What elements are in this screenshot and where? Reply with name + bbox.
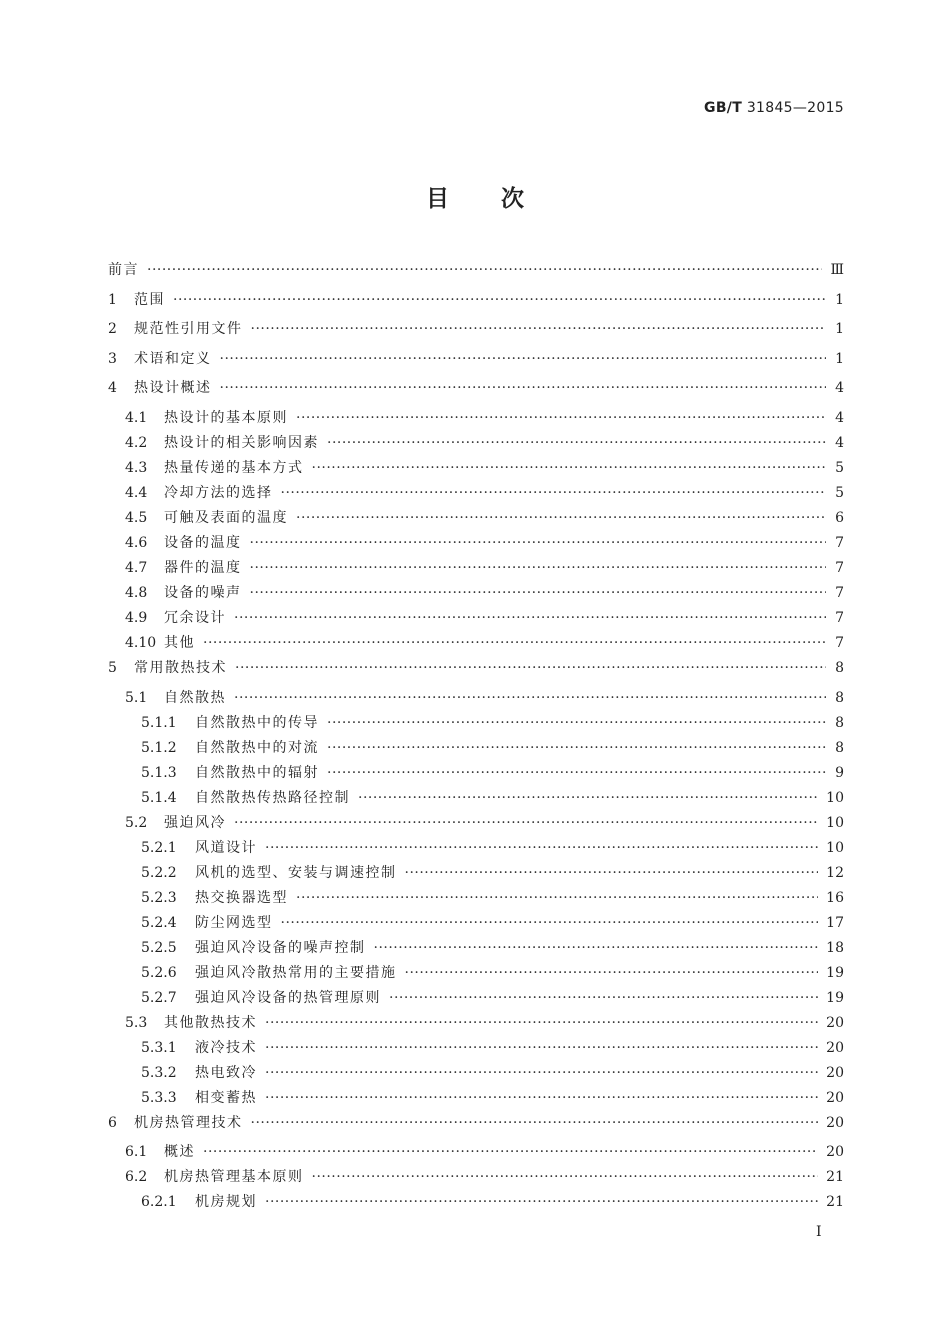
toc-entry-page: 1 <box>835 350 844 367</box>
toc-entry-page: 21 <box>826 1194 844 1211</box>
toc-leader-dots <box>358 786 818 811</box>
toc-entry-number: 6.2.1 <box>141 1194 177 1211</box>
toc-entry-number: 4.8 <box>125 584 148 601</box>
toc-entry-number: 4.1 <box>125 409 148 426</box>
toc-entry-title: 机房规划 <box>195 1194 257 1211</box>
toc-leader-dots <box>220 347 827 372</box>
toc-entry-title: 风道设计 <box>195 839 257 856</box>
toc-entry-page: 17 <box>826 914 844 931</box>
toc-entry-number: 2 <box>108 321 117 338</box>
toc-leader-dots <box>296 886 818 911</box>
toc-leader-dots <box>251 317 827 342</box>
toc-entry-title: 热电致冷 <box>195 1064 257 1081</box>
toc-entry-number: 5 <box>108 659 117 676</box>
toc-leader-dots <box>250 556 827 581</box>
toc-entry-page: 20 <box>826 1039 844 1056</box>
toc-entry[interactable] <box>108 886 844 911</box>
toc-leader-dots <box>312 456 827 481</box>
toc-entry-number: 5.2.7 <box>141 989 177 1006</box>
toc-entry[interactable] <box>108 656 844 686</box>
toc-entry-title: 自然散热传热路径控制 <box>195 789 350 806</box>
toc-leader-dots <box>327 431 826 456</box>
toc-entry-page: 1 <box>835 291 844 308</box>
toc-entry[interactable] <box>108 1140 844 1165</box>
toc-entry[interactable] <box>108 1111 844 1141</box>
toc-entry-title: 液冷技术 <box>195 1039 257 1056</box>
toc-entry-page: 1 <box>835 321 844 338</box>
page-number: I <box>816 1224 822 1240</box>
toc-entry[interactable] <box>108 936 844 961</box>
toc-entry-number: 4 <box>108 380 117 397</box>
toc-entry[interactable] <box>108 531 844 556</box>
page-title-char-1: 目 <box>426 186 449 212</box>
toc-entry-title: 热量传递的基本方式 <box>164 459 304 476</box>
toc-entry-title: 自然散热中的对流 <box>195 739 319 756</box>
toc-entry-page: 5 <box>835 484 844 501</box>
toc-entry[interactable] <box>108 406 844 431</box>
toc-leader-dots <box>235 656 826 681</box>
toc-entry-number: 5.3 <box>125 1014 148 1031</box>
toc-leader-dots <box>234 686 826 711</box>
toc-entry-title: 概述 <box>164 1144 195 1161</box>
toc-entry[interactable] <box>108 961 844 986</box>
toc-entry-title: 自然散热中的辐射 <box>195 764 319 781</box>
toc-entry-title: 其他散热技术 <box>164 1014 257 1031</box>
toc-entry-number: 4.4 <box>125 484 148 501</box>
toc-entry-title: 防尘网选型 <box>195 914 273 931</box>
toc-entry[interactable] <box>108 258 844 288</box>
toc-leader-dots <box>281 481 827 506</box>
toc-entry[interactable] <box>108 631 844 656</box>
toc-entry-title: 强迫风冷设备的噪声控制 <box>195 939 366 956</box>
toc-entry-title: 机房热管理基本原则 <box>164 1169 304 1186</box>
toc-entry-title: 前言 <box>108 262 139 278</box>
standard-number: 31845—2015 <box>746 100 844 116</box>
toc-entry-number: 5.2.3 <box>141 889 177 906</box>
toc-entry-page: 5 <box>835 459 844 476</box>
toc-entry-title: 冗余设计 <box>164 609 226 626</box>
toc-entry-number: 4.5 <box>125 509 148 526</box>
toc-entry[interactable] <box>108 1036 844 1061</box>
toc-entry[interactable] <box>108 376 844 406</box>
toc-entry[interactable] <box>108 456 844 481</box>
toc-entry-number: 5.1.3 <box>141 764 177 781</box>
toc-entry[interactable] <box>108 911 844 936</box>
toc-entry-page: 6 <box>835 509 844 526</box>
toc-entry-page: 20 <box>826 1064 844 1081</box>
toc-entry[interactable] <box>108 1061 844 1086</box>
toc-entry-page: 7 <box>835 634 844 651</box>
toc-entry[interactable] <box>108 481 844 506</box>
toc-entry-number: 5.3.2 <box>141 1064 177 1081</box>
standard-code <box>704 100 844 116</box>
toc-entry[interactable] <box>108 288 844 318</box>
toc-entry-page: 20 <box>826 1089 844 1106</box>
page-title <box>0 180 950 213</box>
toc-entry[interactable] <box>108 431 844 456</box>
toc-entry-title: 设备的噪声 <box>164 584 242 601</box>
toc-leader-dots <box>296 406 826 431</box>
table-of-contents <box>108 258 844 1215</box>
toc-entry[interactable] <box>108 1086 844 1111</box>
toc-entry-page: 4 <box>835 409 844 426</box>
toc-entry-page: 16 <box>826 889 844 906</box>
toc-entry-number: 5.3.1 <box>141 1039 177 1056</box>
toc-entry-title: 冷却方法的选择 <box>164 484 273 501</box>
toc-leader-dots <box>265 1086 818 1111</box>
toc-leader-dots <box>327 711 826 736</box>
toc-entry-number: 5.2.6 <box>141 964 177 981</box>
toc-entry-page: 12 <box>826 864 844 881</box>
toc-entry-page: 10 <box>826 814 844 831</box>
toc-entry[interactable] <box>108 736 844 761</box>
toc-entry-number: 4.9 <box>125 609 148 626</box>
toc-entry[interactable] <box>108 811 844 836</box>
toc-entry-number: 5.2.2 <box>141 864 177 881</box>
toc-entry-title: 常用散热技术 <box>134 659 227 676</box>
toc-leader-dots <box>220 376 827 401</box>
toc-leader-dots <box>312 1165 819 1190</box>
toc-entry-page: 18 <box>826 939 844 956</box>
toc-entry-number: 5.2.5 <box>141 939 177 956</box>
toc-entry-title: 设备的温度 <box>164 534 242 551</box>
toc-entry-title: 热设计的基本原则 <box>164 409 288 426</box>
toc-entry-page: 8 <box>835 739 844 756</box>
toc-entry[interactable] <box>108 1165 844 1190</box>
toc-entry-title: 器件的温度 <box>164 559 242 576</box>
toc-entry-title: 可触及表面的温度 <box>164 509 288 526</box>
toc-entry-number: 6.2 <box>125 1169 148 1186</box>
toc-entry-title: 相变蓄热 <box>195 1089 257 1106</box>
toc-leader-dots <box>405 961 819 986</box>
toc-entry-number: 4.3 <box>125 459 148 476</box>
toc-entry-title: 机房热管理技术 <box>134 1114 243 1131</box>
toc-leader-dots <box>234 811 818 836</box>
toc-entry-title: 范围 <box>134 291 165 308</box>
toc-entry-number: 4.2 <box>125 434 148 451</box>
toc-entry[interactable] <box>108 506 844 531</box>
toc-entry-title: 风机的选型、安装与调速控制 <box>195 864 397 881</box>
toc-entry-title: 热交换器选型 <box>195 889 288 906</box>
toc-entry-number: 4.10 <box>125 634 157 651</box>
toc-leader-dots <box>265 1190 818 1215</box>
toc-leader-dots <box>389 986 818 1011</box>
toc-leader-dots <box>203 1140 818 1165</box>
toc-entry-number: 4.7 <box>125 559 148 576</box>
toc-leader-dots <box>327 761 826 786</box>
toc-entry-page: 7 <box>835 609 844 626</box>
toc-entry-title: 强迫风冷散热常用的主要措施 <box>195 964 397 981</box>
toc-entry[interactable] <box>108 1190 844 1215</box>
toc-entry-page: 20 <box>826 1014 844 1031</box>
toc-entry-number: 5.2.4 <box>141 914 177 931</box>
toc-entry-title: 自然散热 <box>164 689 226 706</box>
toc-entry[interactable] <box>108 581 844 606</box>
toc-entry[interactable] <box>108 556 844 581</box>
toc-leader-dots <box>203 631 826 656</box>
toc-entry-title: 自然散热中的传导 <box>195 714 319 731</box>
toc-entry-page: 8 <box>835 689 844 706</box>
toc-entry-page: 20 <box>826 1144 844 1161</box>
page-title-char-2: 次 <box>501 186 524 212</box>
toc-entry-page: 4 <box>835 434 844 451</box>
standard-prefix: GB/T <box>704 100 743 116</box>
toc-entry-title: 其他 <box>164 634 195 651</box>
toc-leader-dots <box>265 1036 818 1061</box>
toc-leader-dots <box>250 581 827 606</box>
toc-entry-number: 4.6 <box>125 534 148 551</box>
toc-entry-page: 8 <box>835 659 844 676</box>
toc-leader-dots <box>147 258 822 283</box>
toc-entry-title: 规范性引用文件 <box>134 321 243 338</box>
toc-entry-title: 强迫风冷 <box>164 814 226 831</box>
toc-entry-page: Ⅲ <box>830 262 844 278</box>
toc-leader-dots <box>173 288 826 313</box>
toc-entry-number: 5.1 <box>125 689 148 706</box>
toc-entry-number: 6 <box>108 1114 117 1131</box>
toc-entry-number: 5.2.1 <box>141 839 177 856</box>
toc-entry-page: 7 <box>835 559 844 576</box>
toc-entry-number: 5.1.2 <box>141 739 177 756</box>
toc-leader-dots <box>234 606 826 631</box>
toc-entry[interactable] <box>108 861 844 886</box>
toc-leader-dots <box>327 736 826 761</box>
toc-entry[interactable] <box>108 986 844 1011</box>
toc-entry-number: 6.1 <box>125 1144 148 1161</box>
toc-entry[interactable] <box>108 317 844 347</box>
toc-entry[interactable] <box>108 606 844 631</box>
toc-entry-title: 热设计概述 <box>134 380 212 397</box>
toc-leader-dots <box>250 531 827 556</box>
toc-leader-dots <box>296 506 826 531</box>
toc-entry-number: 5.1.4 <box>141 789 177 806</box>
toc-leader-dots <box>251 1111 819 1136</box>
toc-entry-number: 5.1.1 <box>141 714 177 731</box>
toc-entry-title: 术语和定义 <box>134 350 212 367</box>
toc-leader-dots <box>265 1011 818 1036</box>
toc-entry[interactable] <box>108 836 844 861</box>
toc-entry-page: 10 <box>826 789 844 806</box>
toc-entry[interactable] <box>108 1011 844 1036</box>
toc-entry-number: 5.2 <box>125 814 148 831</box>
toc-entry-page: 4 <box>835 380 844 397</box>
toc-entry[interactable] <box>108 711 844 736</box>
toc-entry-number: 3 <box>108 350 117 367</box>
toc-leader-dots <box>374 936 819 961</box>
toc-entry-number: 5.3.3 <box>141 1089 177 1106</box>
toc-leader-dots <box>281 911 819 936</box>
toc-entry-page: 10 <box>826 839 844 856</box>
toc-entry[interactable] <box>108 686 844 711</box>
toc-entry-page: 7 <box>835 584 844 601</box>
toc-leader-dots <box>265 836 818 861</box>
toc-leader-dots <box>405 861 819 886</box>
toc-leader-dots <box>265 1061 818 1086</box>
toc-entry-page: 7 <box>835 534 844 551</box>
toc-entry-page: 9 <box>835 764 844 781</box>
toc-entry-title: 热设计的相关影响因素 <box>164 434 319 451</box>
toc-entry-page: 8 <box>835 714 844 731</box>
toc-entry-page: 20 <box>826 1114 844 1131</box>
toc-entry[interactable] <box>108 347 844 377</box>
toc-entry-page: 19 <box>826 989 844 1006</box>
toc-entry-page: 21 <box>826 1169 844 1186</box>
toc-entry-page: 19 <box>826 964 844 981</box>
toc-entry[interactable] <box>108 786 844 811</box>
toc-entry-number: 1 <box>108 291 117 308</box>
toc-entry-title: 强迫风冷设备的热管理原则 <box>195 989 381 1006</box>
toc-entry[interactable] <box>108 761 844 786</box>
